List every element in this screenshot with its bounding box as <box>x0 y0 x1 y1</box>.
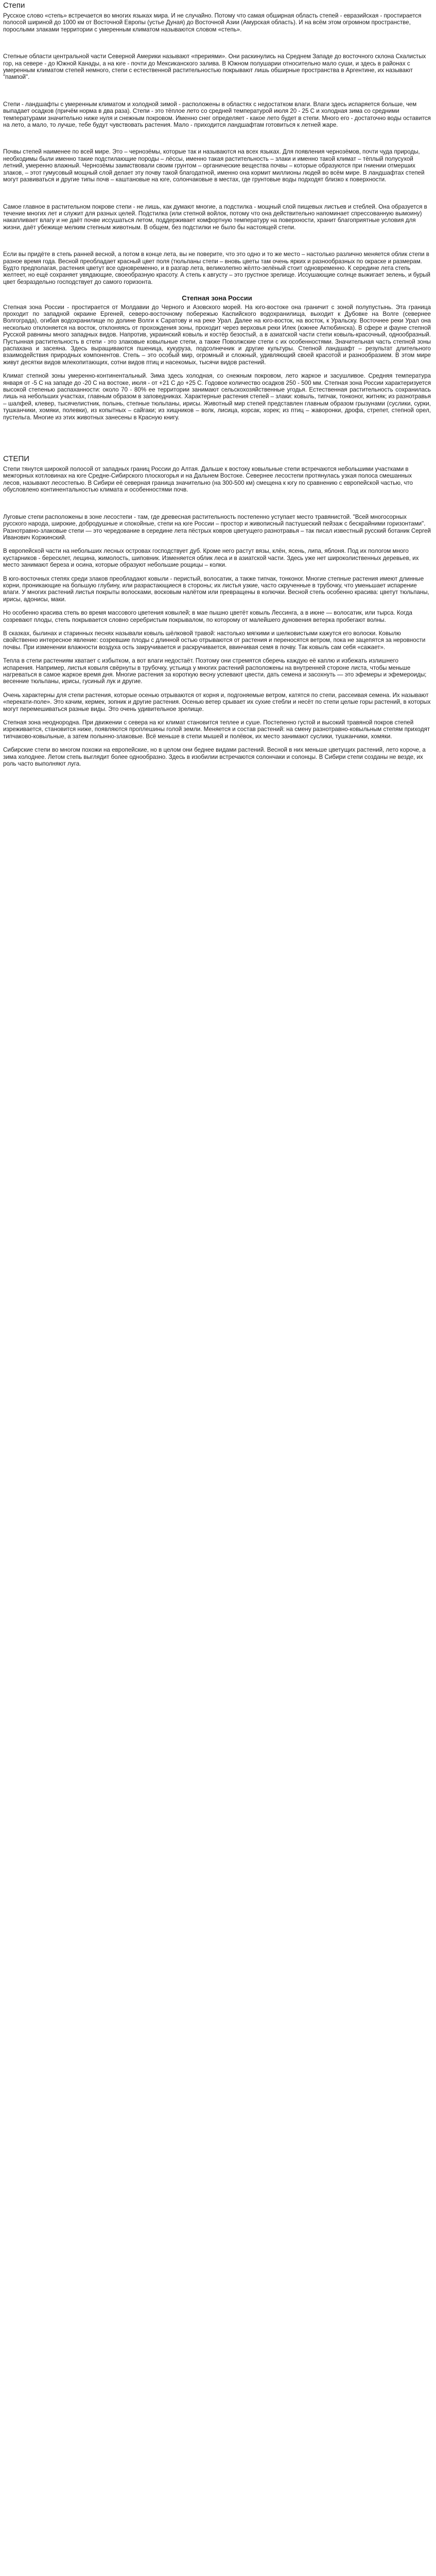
spacer <box>3 500 431 514</box>
paragraph: Очень характерны для степи растения, которые осенью отрываются от корня и, подгоняемые ветром, катятся по степи, рассеивая семена. Их называют «перекати-поле». Это качим, кермек, зопник и другие растения. Осенью ветер срывает их сухие стебли и несёт по степи целые горы растений, в которых могут перемешиваться разные виды. Это очень удивительное зрелище. <box>3 691 431 713</box>
paragraph: Степная зона неоднородна. При движении с севера на юг климат становится теплее и суше. Постепенно густой и высокий травяной покров степей изреживается, становится ниже, появляются проплешины голой земли. Меняется и состав растений: на смену разнотравно-ковыльным степям приходят типчаково-ковыльные, а затем полынно-злаковые. Всё меньше в степи мышей и полёвок, их место занимают суслики, тушканчики, хомяки. <box>3 719 430 740</box>
paragraph: Луговые степи расположены в зоне лесостепи - там, где древесная растительность постепенно уступает место травянистой. "Всей многосорных русского народа, широкие, добродушные и спокойные, степи на юге России – простор и живописный пастушеский пейзаж с бескрайними горизонтами". Разнотравно-злаковые степи — это чередование в середине лета пёстрых ковров цветущего разнотравья – так писал известный русский ботаник Сергей Иванович Коржинский. <box>3 513 431 541</box>
spacer <box>3 190 431 204</box>
paragraph: Если вы придёте в степь ранней весной, а потом в конце лета, вы не поверите, что это одно и то же место – настолько различно меняется облик степи в разное время года. Весной преобладает красный цвет поля (тюльпаны степи – вновь цветы там очень ярких и разнообразных по окраске и размерам. Будто предполагая, растения цветут все одновременно, и в разгар лета, великолепно жёлто-зелёный стоит одновременно. К середине лета степь желтеет, но ещё сохраняет увядающие, своеобразную красоту. А степь к августу – это грустное зрелище. Иссушающие солнце выжигает зелень, и бурый цвет безраздельно господствует до самого горизонта. <box>3 251 430 285</box>
section-heading: Степная зона России <box>182 294 252 302</box>
spacer <box>3 135 431 148</box>
spacer <box>3 428 431 441</box>
section-title: СТЕПИ <box>3 454 30 464</box>
paragraph: Степи - ландшафты с умеренным климатом и холодной зимой - расположены в областях с недостатком влаги. Влаги здесь испаряется больше, чем выпадает осадков (причём норма в два раза). Степи - это тёплое лето со средней температурой июля 20 - 25 С и холодная зима со средними температурами значительно ниже нуля и снежным покровом. Именно снег определяет - какое лето будет в степи. Много его - достаточно воды оставится на лето, а мало, то лучше, тебе будут чувствовать растения. Мало - приходится ландшафтам готовиться к летней жаре. <box>3 100 431 129</box>
spacer <box>3 88 431 101</box>
paragraph: Степи тянутся широкой полосой от западных границ России до Алтая. Дальше к востоку ковыльные степи встречаются небольшими участками в межгорных котловинах на юге Средне-Сибирского плоскогорья и на Дальнем Востоке. Севернее лесостепи протянулась узкая полоса смешанных лесов, называют лесостепью. В Сибири её северная граница значительно (на 300-500 км) смещена к югу по сравнению с европейской частью, что обусловлено континентальностью климата и особенностями почв. <box>3 466 413 494</box>
spacer <box>3 238 431 251</box>
spacer <box>3 40 431 53</box>
paragraph: Тепла в степи растениям хватает с избытком, а вот влаги недостаёт. Поэтому они стремятся сберечь каждую её каплю и избежать излишнего испарения. Например, листья ковыля свёрнуты в трубочку, устьица у многих растений расположены на внутренней стороне листа, чтобы меньше нагреваться в самое жаркое время дня. Многие растения за короткую весну успевают цвести, дать семена и засохнуть — это эфемеры и эфемероиды; весенние тюльпаны, ирисы, гусиный лук и другие. <box>3 657 427 685</box>
paragraph: В сказках, былинах и старинных песнях называли ковыль шёлковой травой: настолько мягкими и шелковистыми кажутся его волоски. Ковылю свойственно интересное явление: созревшие плоды с длинной остью отрываются от растения и переносятся ветром, пока не зацепятся за неровности почвы. При изменении влажности воздуха ость закручивается и раскручивается, ввинчивая семя в почву. Так ковыль сам себя «сажает». <box>3 630 426 651</box>
paragraph: Почвы степей наименее по всей мире. Это – чернозёмы, которые так и называются на всех языках. Для появления чернозёмов, почти чуда природы, необходимы были именно такие подстилающие породы – лёссы, именно такая растительность – злаки и именно такой климат – тёплый полусухой летний, умеренно влажный. Чернозёмы заимствовали своим грунтом – органические вещества почвы – которые образуются при гниении отмерших злаков, – этот гумусовый мощный слой делает эту почву такой благодатной, именно она кормит миллионы людей во всём мире. В ландшафтах степей могут развиваться и другие типы почв – каштановые на юге, солончаковые в местах, где грунтовые воды подходят близко к поверхности. <box>3 148 425 183</box>
paragraph: Русское слово «степь» встречается во многих языках мира. И не случайно. Потому что самая обширная область степей - евразийская - простирается полосой шириной до 1000 км от Восточной Европы (устье Дуная) до Восточной Азии (Амурская область). И на всём этом огромном пространстве, порослыми злаками территории с умеренным климатом называются словом «степь». <box>3 12 422 33</box>
paragraph: Степные области центральной части Северной Америки называют «прериями». Они раскинулись на Среднем Западе до восточного склона Скалистых гор, на севере - до Южной Канады, а на юге - почти до Мексиканского залива. В Южном полушарии относительно мало суши, и здесь в районах с умеренным климатом степей немного, степи с естественной растительностью покрывают лишь обширные пространства в Аргентине, их называют "пампой". <box>3 53 426 81</box>
paragraph: Самое главное в растительном покрове степи - не лишь, как думают многие, а подстилка - мощный слой пищевых листьев и стеблей. Она образуется в течение многих лет и служит для разных целей. Подстилка (или степной войлок, потому что она действительно напоминает спрессованную вымоину) накапливает влагу и не даёт почве иссушаться летом, поддерживает комфортную температуру на поверхности, хранит благоприятные условия для жизни, даёт убежище мелким степным животным. В общем, без подстилки не было бы настоящей степи. <box>3 203 427 231</box>
paragraph: Степная зона России - простирается от Молдавии до Черного и Азовского морей. На юго-востоке она граничит с зоной полупустынь. Эта граница проходит по западной окраине Ергеней, северо-восточному побережью Каспийского водохранилища, выходит к Дубовке на Волге (севернее Волгограда), огибая водохранилище по долине Волги к Саратову и на реке Урал. Далее на юго-восток, на восток, к Уральску. Восточнее реки Урал она несколько отклоняется на восток, отклоняясь от прохождения зоны, проходит через верховья реки Илек (южнее Актюбинска). В сфере и фауне степной Русской равнины много западных видов. Напротив, украинский ковыль и костёр безостый, а в азиатской части степи ковыль-красочный, однообразный. Пустынная растительность в степи - это злаковые ковыльные степи, а также Поволжские степи с их особенностями. Значительная часть степной зоны распахана и засеяна. Здесь выращиваются пшеница, кукуруза, подсолнечник и другие культуры. Степной ландшафт – результат длительного взаимодействия природных компонентов. Степь – это особый мир, огромный и сложный, удивляющий своей красотой и разнообразием. В этом мире живут десятки видов млекопитающих, сотни видов птиц и насекомых, тысячи видов растений. <box>3 303 431 366</box>
paragraph: В европейской части на небольших лесных островах господствует дуб. Кроме него растут вязы, клён, ясень, липа, яблоня. Под их пологом много кустарников - бересклет, лещина, жимолость, шиповник. Изменяется облик леса и в азиатской части. Здесь уже нет широколиственных деревьев, их место занимают береза и осина, которые образуют небольшие рощицы – колки. <box>3 548 419 569</box>
paragraph: Но особенно красива степь во время массового цветения ковылей; в мае пышно цветёт ковыль Лессинга, а в июне — волосатик, или тырса. Когда созревают плоды, степь покрывается словно серебристым покрывалом, по которому от малейшего дуновения ветерка пробегают волны. <box>3 609 412 623</box>
page-title: Степи <box>3 1 25 10</box>
paragraph: Климат степной зоны умеренно-континентальный. Зима здесь холодная, со снежным покровом, лето жаркое и засушливое. Средняя температура января от -5 С на западе до -20 С на востоке, июля - от +21 С до +25 С. Годовое количество осадков 250 - 500 мм. Степная зона России характеризуется высокой степенью распаханности: около 70 - 80% ее территории занимают сельскохозяйственные угодья. Естественная растительность сохранилась лишь на небольших участках, главным образом в заповедниках. Характерные растения степей – злаки: ковыль, типчак, тонконог, житняк; из разнотравья – шалфей, клевер, тысячелистник, полынь, степные тюльпаны, ирисы. Животный мир степей представлен главным образом грызунами (суслики, сурки, тушканчики, хомяки, полевки), из копытных – сайгаки; из хищников – волк, лисица, корсак, хорек; из птиц – жаворонки, дрофа, стрепет, степной орел, пустельга. Многие из этих животных занесены в Красную книгу. <box>3 372 431 421</box>
spacer <box>3 441 431 454</box>
paragraph: Сибирские степи во многом похожи на европейские, но в целом они беднее видами растений. Весной в них меньше цветущих растений, лето короче, а зима холоднее. Летом степь выглядит более однообразно. Здесь в изобилии встречаются солончаки и солонцы. В Сибири степи созданы не везде, их роль часто выполняют луга. <box>3 747 426 768</box>
paragraph: В юго-восточных степях среди злаков преобладают ковыли - перистый, волосатик, а также типчак, тонконог. Многие степные растения имеют длинные корни, проникающие на большую глубину, или разрастающиеся в стороны; их листья узкие, часто скрученные в трубочку, что уменьшает испарение влаги. У многих растений листья покрыты волосками, восковым налётом или превращены в колючки. Весной степь особенно красива: цветут тюльпаны, ирисы, адонисы, маки. <box>3 575 429 603</box>
